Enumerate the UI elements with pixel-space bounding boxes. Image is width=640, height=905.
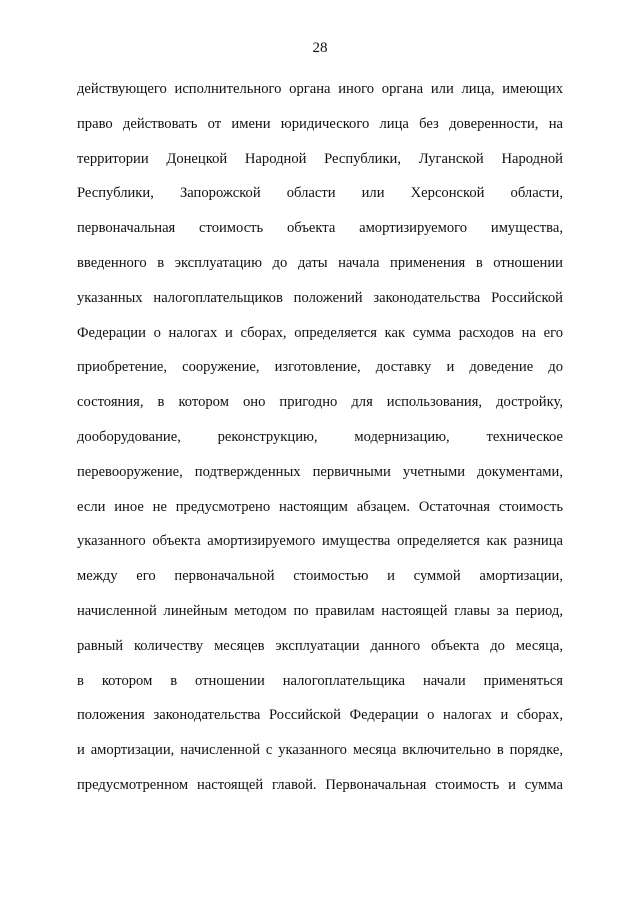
text-line: указанного объекта амортизируемого имущества определяется как разница [77, 533, 563, 550]
text-line: Федерации о налогах и сборах, определяется как сумма расходов на его [77, 324, 563, 341]
text-line: Республики, Запорожской области или Херсонской области, [77, 185, 563, 202]
text-line: перевооружение, подтвержденных первичными учетными документами, [77, 463, 563, 480]
text-line: начисленной линейным методом по правилам настоящей главы за период, [77, 602, 563, 619]
text-line: если иное не предусмотрено настоящим абзацем. Остаточная стоимость [77, 498, 563, 515]
text-line: в котором в отношении налогоплательщика начали применяться [77, 672, 563, 689]
text-line: между его первоначальной стоимостью и суммой амортизации, [77, 568, 563, 585]
text-line: равный количеству месяцев эксплуатации данного объекта до месяца, [77, 637, 563, 654]
text-line: указанных налогоплательщиков положений законодательства Российской [77, 289, 563, 306]
text-line: введенного в эксплуатацию до даты начала применения в отношении [77, 254, 563, 271]
text-line: первоначальная стоимость объекта амортизируемого имущества, [77, 220, 563, 237]
text-line: и амортизации, начисленной с указанного месяца включительно в порядке, [77, 742, 563, 759]
page-number: 28 [312, 40, 328, 56]
text-line: положения законодательства Российской Федерации о налогах и сборах, [77, 707, 563, 724]
text-line: приобретение, сооружение, изготовление, доставку и доведение до [77, 359, 563, 376]
text-line: право действовать от имени юридического лица без доверенности, на [77, 115, 563, 132]
text-line: территории Донецкой Народной Республики, Луганской Народной [77, 150, 563, 167]
text-line: состояния, в котором оно пригодно для использования, достройку, [77, 394, 563, 411]
text-line: действующего исполнительного органа иного органа или лица, имеющих [77, 81, 563, 97]
text-line: предусмотренном настоящей главой. Первоначальная стоимость и сумма [77, 776, 563, 793]
text-line: дооборудование, реконструкцию, модернизацию, техническое [77, 428, 563, 445]
body-paragraph [77, 72, 563, 803]
